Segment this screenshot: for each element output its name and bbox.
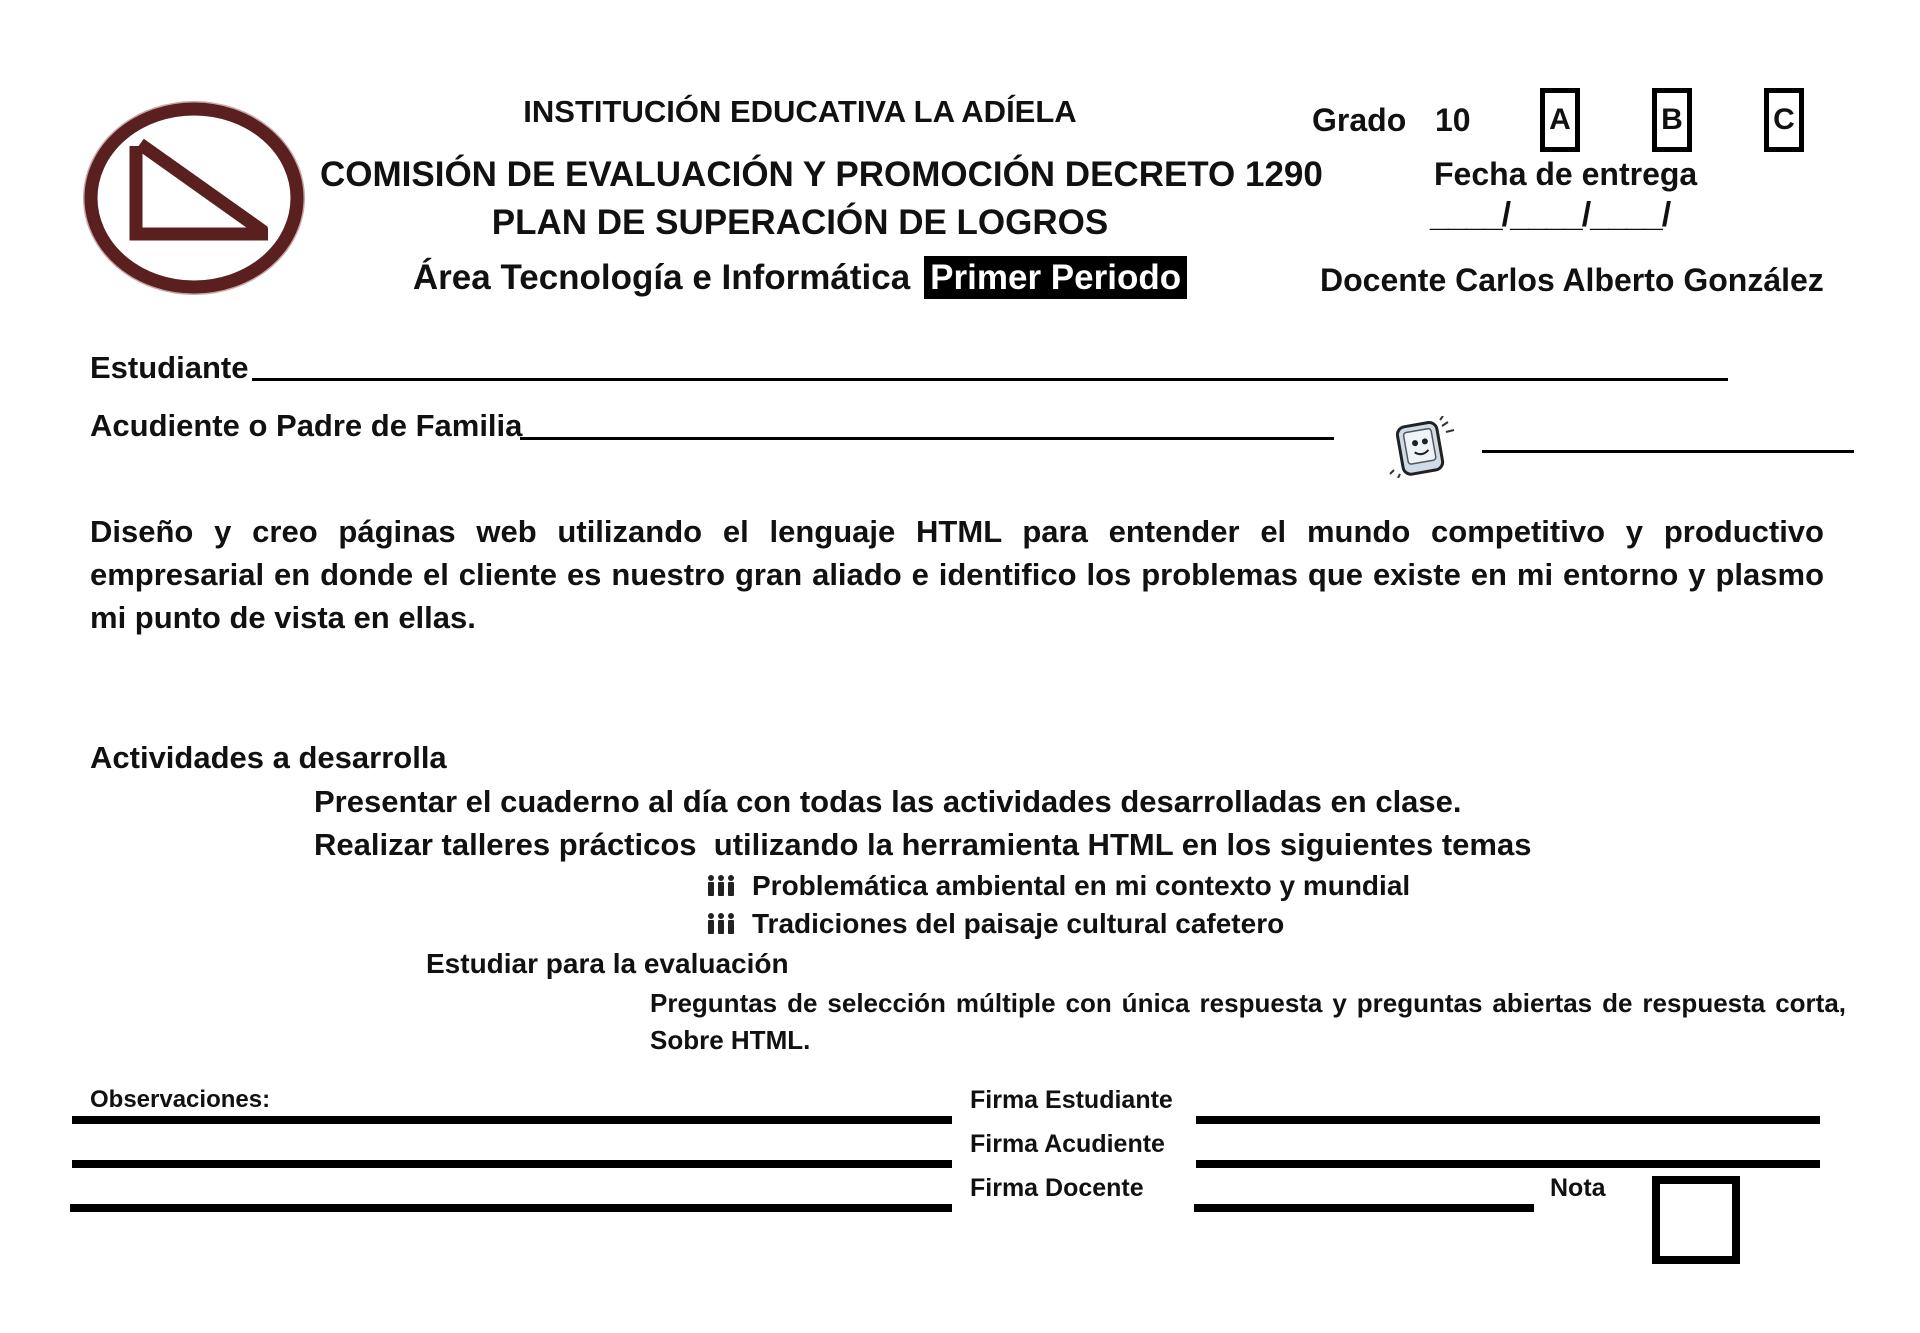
achievement-description: Diseño y creo páginas web utilizando el lenguaje HTML para entender el mundo competitivo y productivo empresarial en donde el cliente es nuestro gran aliado e identifico los problemas que existe en mi entorno y plasmo mi punto de vista en ellas. [90,514,1824,635]
activity-item: Presentar el cuaderno al día con todas las actividades desarrolladas en clase. [314,784,1462,819]
student-name-field[interactable] [252,378,1728,381]
area-name: Área Tecnología e Informática [412,258,911,297]
group-c-checkbox[interactable]: C [1764,88,1804,152]
phone-number-field[interactable] [1482,450,1854,453]
activities-title: Actividades a desarrolla [90,740,447,775]
observations-label: Observaciones: [90,1086,271,1113]
tablet-phone-icon [1386,416,1460,478]
observations-line[interactable] [72,1160,952,1168]
people-group-icon [706,912,736,936]
student-signature-label: Firma Estudiante [970,1086,1173,1114]
people-group-icon [706,874,736,898]
guardian-name-field[interactable] [520,437,1334,440]
group-a-checkbox[interactable]: A [1540,88,1580,152]
delivery-date-field[interactable]: ____/____/____/ [1430,196,1671,234]
grade-score-label: Nota [1550,1174,1606,1202]
institution-name: INSTITUCIÓN EDUCATIVA LA ADÍELA [523,94,1077,129]
topic-item [706,870,1410,902]
guardian-signature-label: Firma Acudiente [970,1130,1165,1158]
teacher-signature-label: Firma Docente [970,1174,1144,1202]
guardian-signature-field[interactable] [1196,1160,1820,1168]
topic-label: Tradiciones del paisaje cultural cafetero [752,908,1285,939]
grade-score-box[interactable] [1652,1176,1740,1264]
area-line [320,258,1280,298]
commission-title: COMISIÓN DE EVALUACIÓN Y PROMOCIÓN DECRETO 1290 [320,155,1323,194]
topic-item [706,908,1284,940]
grade-label: Grado [1312,102,1407,138]
teacher-signature-field[interactable] [1194,1204,1534,1212]
group-b-checkbox[interactable]: B [1652,88,1692,152]
institution-logo [80,98,308,298]
student-label: Estudiante [90,350,249,385]
observations-line[interactable] [72,1116,952,1124]
study-instruction: Estudiar para la evaluación [426,948,789,979]
teacher-name: Docente Carlos Alberto González [1320,262,1824,298]
activity-item: Realizar talleres prácticos utilizando la herramienta HTML en los siguientes temas [314,827,1532,862]
guardian-label: Acudiente o Padre de Familia [90,408,523,443]
topic-label: Problemática ambiental en mi contexto y mundial [752,870,1411,901]
grade-value: 10 [1435,102,1471,138]
plan-title: PLAN DE SUPERACIÓN DE LOGROS [491,203,1109,242]
period-badge: Primer Periodo [924,256,1187,299]
student-signature-field[interactable] [1196,1116,1820,1124]
observations-line[interactable] [70,1204,952,1212]
study-detail: Preguntas de selección múltiple con única respuesta y preguntas abiertas de respuesta corta, Sobre HTML. [650,988,1846,1055]
delivery-date-label: Fecha de entrega [1434,156,1698,192]
